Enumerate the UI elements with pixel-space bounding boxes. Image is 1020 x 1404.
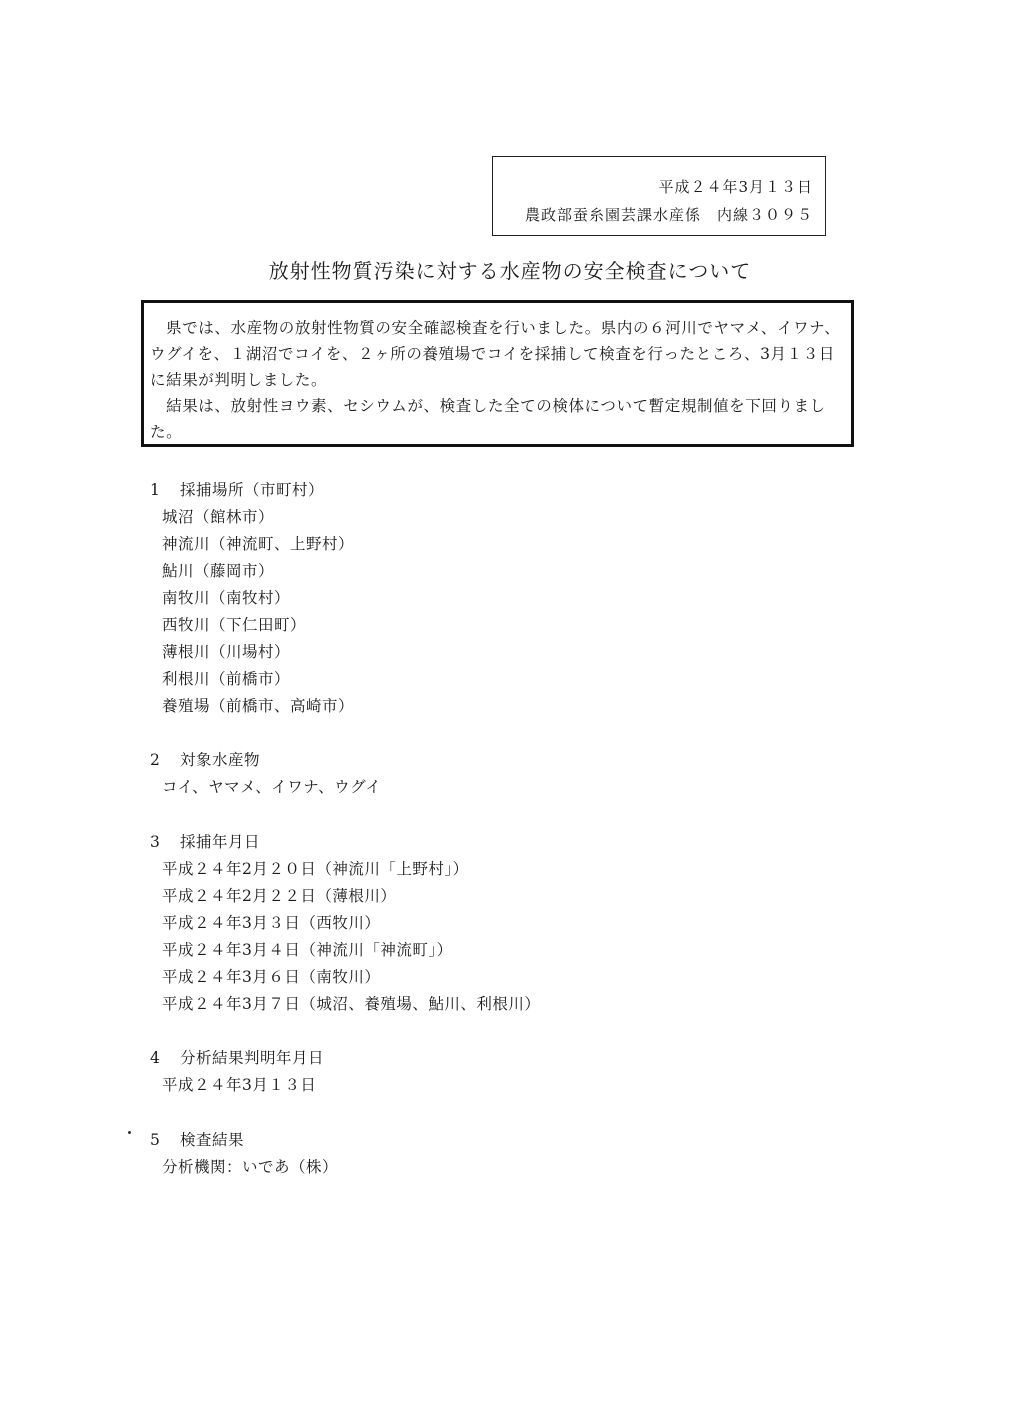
product-list [150, 774, 381, 801]
list-item: 平成２４年3月３日（西牧川） [162, 914, 381, 932]
list-item: 鮎川（藤岡市） [162, 562, 275, 580]
section-number: 1 [150, 481, 161, 499]
list-item: 平成２４年3月６日（南牧川） [162, 968, 381, 986]
section-heading [150, 746, 381, 774]
summary-paragraph-2: 結果は、放射性ヨウ素、セシウムが、検査した全ての検体について暫定規制値を下回りました。 [150, 397, 826, 441]
list-item: 分析機関：いであ（株） [162, 1158, 339, 1176]
list-item: 養殖場（前橋市、高崎市） [162, 697, 355, 715]
section-heading [150, 828, 540, 856]
section-number: 3 [150, 833, 161, 851]
section-inspection-results [150, 1126, 338, 1181]
summary-paragraph-1: 県では、水産物の放射性物質の安全確認検査を行いました。県内の６河川でヤマメ、イワナ、ウグイを、１湖沼でコイを、２ヶ所の養殖場でコイを採捕して検査を行ったところ、3月１３日に結果が判明しました。 [150, 319, 841, 389]
section-number: 2 [150, 751, 161, 769]
analysis-lab-list [150, 1154, 338, 1181]
list-item: 平成２４年3月７日（城沼、養殖場、鮎川、利根川） [162, 995, 541, 1013]
section-number: 4 [150, 1049, 161, 1067]
section-result-date [150, 1044, 324, 1099]
section-heading [150, 476, 354, 504]
section-title: 採捕場所（市町村） [180, 481, 325, 499]
document-title: 放射性物質汚染に対する水産物の安全検査について [268, 259, 752, 283]
section-heading [150, 1044, 324, 1072]
document-date: 平成２４年3月１３日 [658, 178, 813, 196]
section-target-products [150, 746, 381, 801]
section-title: 分析結果判明年月日 [180, 1049, 325, 1067]
scan-speck [128, 1131, 131, 1134]
list-item: 平成２４年3月１３日 [162, 1076, 317, 1094]
list-item: コイ、ヤマメ、イワナ、ウグイ [162, 778, 382, 796]
list-item: 平成２４年3月４日（神流川「神流町」） [162, 941, 453, 959]
section-capture-dates [150, 828, 540, 1018]
list-item: 平成２４年2月２０日（神流川「上野村」） [162, 860, 469, 878]
list-item: 平成２４年2月２２日（薄根川） [162, 887, 397, 905]
list-item: 西牧川（下仁田町） [162, 616, 307, 634]
list-item: 神流川（神流町、上野村） [162, 535, 355, 553]
date-list [150, 856, 540, 1018]
section-number: 5 [150, 1131, 161, 1149]
list-item: 南牧川（南牧村） [162, 589, 291, 607]
summary-box [141, 300, 854, 447]
section-title: 採捕年月日 [180, 833, 261, 851]
list-item: 利根川（前橋市） [162, 670, 291, 688]
list-item: 城沼（館林市） [162, 508, 275, 526]
result-date-list [150, 1072, 324, 1099]
section-capture-locations [150, 476, 354, 720]
department-contact: 農政部蚕糸園芸課水産係 内線３０９５ [524, 206, 813, 224]
section-heading [150, 1126, 338, 1154]
list-item: 薄根川（川場村） [162, 643, 291, 661]
header-info-box [492, 156, 826, 236]
section-title: 検査結果 [180, 1131, 245, 1149]
section-title: 対象水産物 [180, 751, 261, 769]
location-list [150, 504, 354, 720]
